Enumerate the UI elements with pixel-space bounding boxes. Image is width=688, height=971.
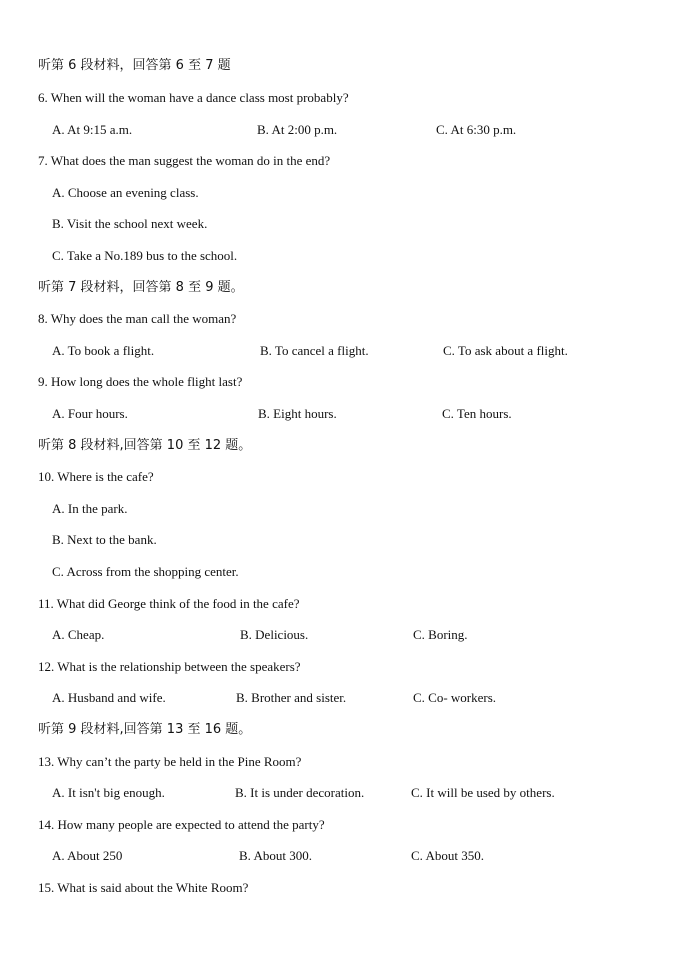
option-14b: B. About 300.: [239, 848, 312, 863]
option-9a: A. Four hours.: [52, 406, 128, 421]
question-14: [0, 815, 688, 835]
section-6-heading: 听第 6 段材料，回答第 6 至 7 题: [38, 58, 231, 73]
section-heading: [0, 720, 688, 740]
section-heading: [0, 436, 688, 456]
question-9-text: 9. How long does the whole flight last?: [38, 374, 243, 389]
option-9c: C. Ten hours.: [442, 406, 512, 421]
option-row: [0, 183, 688, 203]
section-heading: [0, 56, 688, 76]
option-10a: A. In the park.: [52, 501, 128, 516]
option-6c: C. At 6:30 p.m.: [436, 122, 517, 137]
question-11: [0, 594, 688, 614]
section-heading: [0, 278, 688, 298]
question-14-options: [0, 846, 688, 866]
question-13-text: 13. Why can’t the party be held in the Pine Room?: [38, 754, 302, 769]
option-8a: A. To book a flight.: [52, 343, 155, 358]
option-row: [0, 246, 688, 266]
question-8-options: [0, 341, 688, 361]
question-9-options: [0, 404, 688, 424]
option-7b: B. Visit the school next week.: [52, 216, 208, 231]
option-11c: C. Boring.: [413, 627, 468, 642]
question-14-text: 14. How many people are expected to attend the party?: [38, 817, 325, 832]
option-7a: A. Choose an evening class.: [52, 185, 199, 200]
section-7-heading: 听第 7 段材料，回答第 8 至 9 题。: [38, 280, 244, 295]
option-row: [0, 214, 688, 234]
option-7c: C. Take a No.189 bus to the school.: [52, 248, 238, 263]
option-12c: C. Co- workers.: [413, 690, 497, 705]
question-7-text: 7. What does the man suggest the woman do in the end?: [38, 153, 331, 168]
option-14a: A. About 250: [52, 848, 123, 863]
question-11-text: 11. What did George think of the food in the cafe?: [38, 596, 300, 611]
option-8b: B. To cancel a flight.: [260, 343, 369, 358]
question-13-options: [0, 783, 688, 803]
question-8: [0, 309, 688, 329]
question-12-text: 12. What is the relationship between the speakers?: [38, 659, 301, 674]
option-row: [0, 499, 688, 519]
question-8-text: 8. Why does the man call the woman?: [38, 311, 237, 326]
option-8c: C. To ask about a flight.: [443, 343, 568, 358]
question-9: [0, 372, 688, 392]
option-10b: B. Next to the bank.: [52, 532, 157, 547]
question-6: [0, 88, 688, 108]
question-13: [0, 752, 688, 772]
question-7: [0, 151, 688, 171]
option-13b: B. It is under decoration.: [235, 785, 365, 800]
question-15: [0, 878, 688, 898]
option-12b: B. Brother and sister.: [236, 690, 347, 705]
question-6-options: [0, 120, 688, 140]
question-12-options: [0, 688, 688, 708]
option-6b: B. At 2:00 p.m.: [257, 122, 338, 137]
option-13a: A. It isn't big enough.: [52, 785, 165, 800]
question-10-text: 10. Where is the cafe?: [38, 469, 154, 484]
option-11a: A. Cheap.: [52, 627, 105, 642]
option-13c: C. It will be used by others.: [411, 785, 555, 800]
option-9b: B. Eight hours.: [258, 406, 337, 421]
question-12: [0, 657, 688, 677]
option-12a: A. Husband and wife.: [52, 690, 166, 705]
option-11b: B. Delicious.: [240, 627, 309, 642]
question-11-options: [0, 625, 688, 645]
question-6-text: 6. When will the woman have a dance class most probably?: [38, 90, 349, 105]
option-14c: C. About 350.: [411, 848, 484, 863]
question-10: [0, 467, 688, 487]
option-row: [0, 530, 688, 550]
option-row: [0, 562, 688, 582]
section-9-heading: 听第 9 段材料,回答第 13 至 16 题。: [38, 722, 252, 737]
option-6a: A. At 9:15 a.m.: [52, 122, 133, 137]
question-15-text: 15. What is said about the White Room?: [38, 880, 249, 895]
section-8-heading: 听第 8 段材料,回答第 10 至 12 题。: [38, 438, 252, 453]
option-10c: C. Across from the shopping center.: [52, 564, 239, 579]
